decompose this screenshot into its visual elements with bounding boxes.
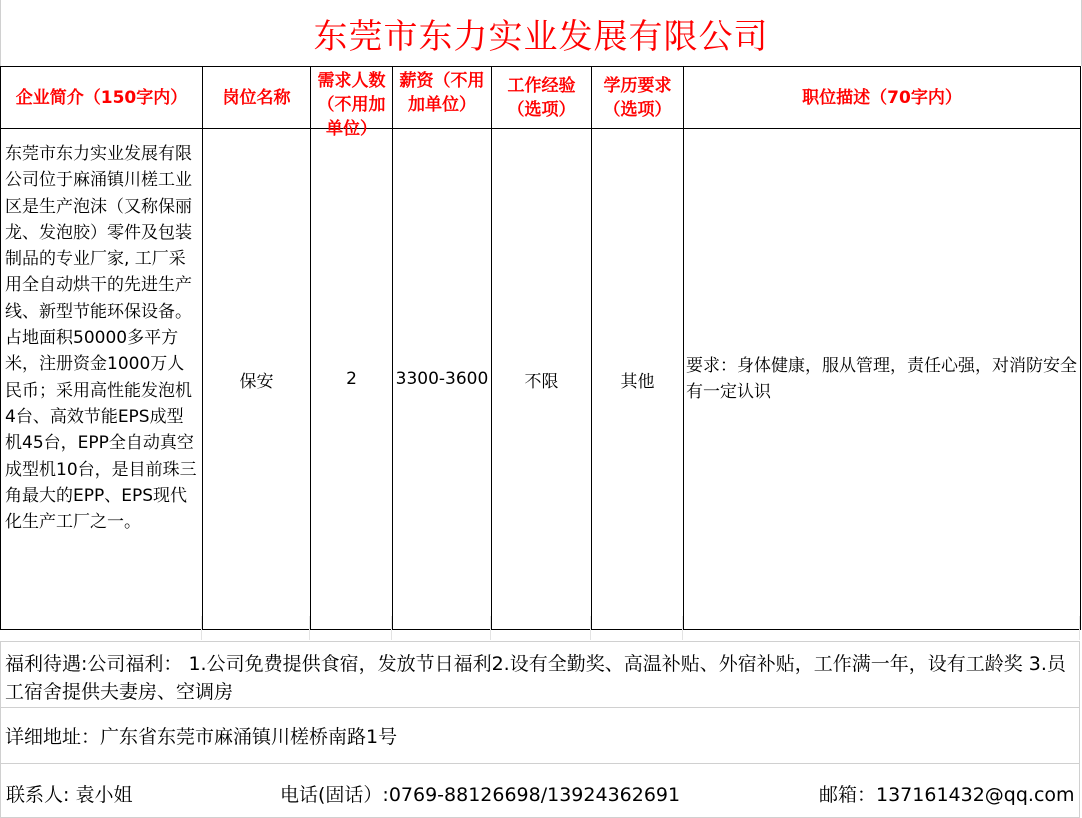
spacer-cell: [310, 616, 392, 640]
header-description: [684, 67, 1081, 129]
education: 其他: [592, 129, 684, 630]
email-address: 邮箱：137161432@qq.com: [819, 784, 1075, 806]
contact-person: 联系人: 袁小姐: [6, 784, 133, 806]
spacer-row: [0, 616, 1080, 640]
header-position-label: 岗位名称: [222, 87, 291, 108]
header-education: [592, 67, 684, 129]
headcount: 2: [311, 129, 393, 630]
spacer-cell: [202, 616, 310, 640]
job-table: [0, 66, 1081, 630]
welfare-info: 福利待遇:公司福利： 1.公司免费提供食宿，发放节日福利2.设有全勤奖、高温补贴、外宿补贴，工作满一年，设有工龄奖 3.员工宿舍提供夫妻房、空调房: [0, 641, 1080, 707]
job-description: 要求：身体健康，服从管理，责任心强，对消防安全有一定认识: [684, 129, 1081, 630]
header-description-label: 职位描述（70字内）: [802, 87, 962, 108]
experience: 不限: [492, 129, 592, 630]
contact-info: [0, 763, 1080, 818]
header-intro-label: 企业简介（150字内）: [15, 87, 188, 108]
company-title: 东莞市东力实业发展有限公司: [0, 0, 1082, 66]
header-count: [311, 67, 393, 139]
company-intro: 东莞市东力实业发展有限公司位于麻涌镇川槎工业区是生产泡沫（又称保丽龙、发泡胶）零件及包装制品的专业厂家, 工厂采用全自动烘干的先进生产线、新型节能环保设备。占地面积50000多平方米，注册资金1000万人民币；采用高性能发泡机4台、高效节能EPS成型机45台，EPP全自动真空成型机10台，是目前珠三角最大的EPP、EPS现代化生产工厂之一。: [1, 129, 203, 630]
job-row: [1, 129, 1081, 630]
header-row: [1, 67, 1081, 129]
address-info: 详细地址：广东省东莞市麻涌镇川槎桥南路1号: [0, 707, 1080, 763]
header-salary-label: 薪资（不用加单位）: [399, 71, 485, 115]
header-salary: [393, 67, 492, 129]
spacer-cell: [491, 616, 591, 640]
spacer-cell: [392, 616, 491, 640]
spacer-cell: [0, 616, 202, 640]
header-count-label: 需求人数（不用加单位）: [317, 71, 386, 139]
header-intro: [1, 67, 203, 129]
phone-number: 电话(固话）:0769-88126698/13924362691: [280, 784, 681, 806]
position-name: 保安: [203, 129, 311, 630]
spacer-cell: [683, 616, 1080, 640]
header-experience: [492, 67, 592, 129]
spacer-cell: [591, 616, 683, 640]
header-education-label: 学历要求（选项）: [603, 75, 672, 120]
header-experience-label: 工作经验（选项）: [507, 75, 576, 120]
header-position: [203, 67, 311, 129]
salary: 3300-3600: [393, 129, 492, 630]
